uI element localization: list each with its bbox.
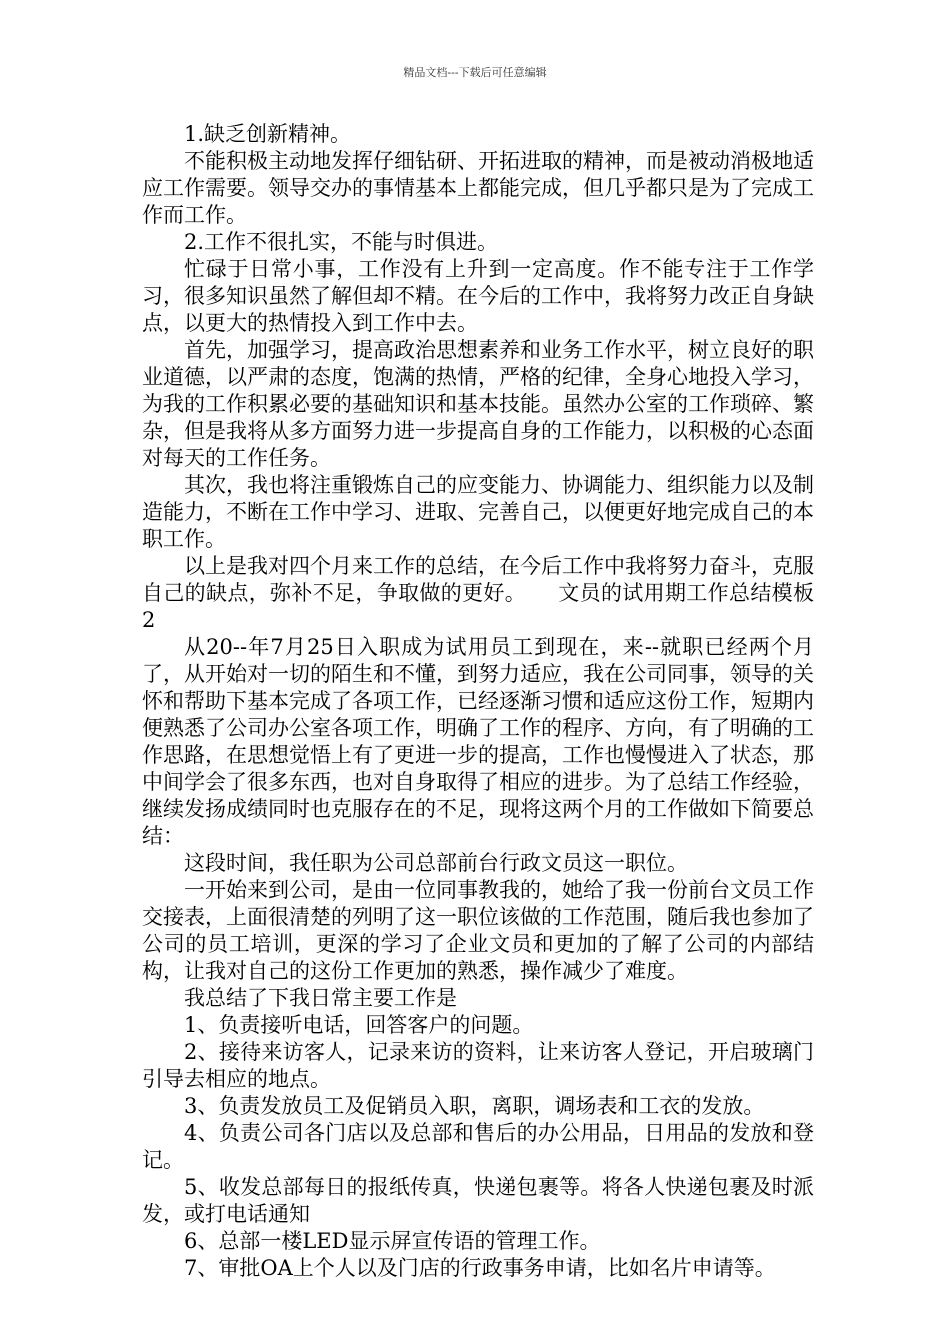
list-item: 4、负责公司各门店以及总部和售后的办公用品，日用品的发放和登记。 bbox=[142, 1121, 814, 1172]
list-item: 2、接待来访客人，记录来访的资料，让来访客人登记，开启玻璃门引导去相应的地点。 bbox=[142, 1040, 814, 1091]
paragraph: 2.工作不很扎实，不能与时俱进。 bbox=[184, 230, 499, 254]
paragraph: 这段时间，我任职为公司总部前台行政文员这一职位。 bbox=[184, 851, 688, 875]
list-item: 6、总部一楼LED显示屏宣传语的管理工作。 bbox=[184, 1229, 601, 1253]
paragraph: 从20--年7月25日入职成为试用员工到现在，来--就职已经两个月了，从开始对一切的陌生和不懂，到努力适应，我在公司同事，领导的关怀和帮助下基本完成了各项工作，已经逐渐习惯和适应这份工作，短期内便熟悉了公司办公室各项工作，明确了工作的程序、方向，有了明确的工作思路，在思想觉悟上有了更进一步的提高，工作也慢慢进入了状态，那中间学会了很多东西，也对自身取得了相应的进步。为了总结工作经验，继续发扬成绩同时也克服存在的不足，现将这两个月的工作做如下简要总结： bbox=[142, 635, 814, 848]
paragraph: 我总结了下我日常主要工作是 bbox=[184, 986, 457, 1010]
paragraph: 1.缺乏创新精神。 bbox=[184, 122, 352, 146]
paragraph: 以上是我对四个月来工作的总结，在今后工作中我将努力奋斗，克服自己的缺点，弥补不足，争取做的更好。 文员的试用期工作总结模板2 bbox=[142, 554, 814, 632]
document-body bbox=[142, 121, 814, 1282]
list-item: 1、负责接听电话，回答客户的问题。 bbox=[184, 1013, 534, 1037]
list-item: 7、审批OA上个人以及门店的行政事务申请，比如名片申请等。 bbox=[184, 1256, 776, 1280]
paragraph: 不能积极主动地发挥仔细钻研、开拓进取的精神，而是被动消极地适应工作需要。领导交办的事情基本上都能完成，但几乎都只是为了完成工作而工作。 bbox=[142, 149, 814, 227]
page-header: 精品文档---下载后可任意编辑 bbox=[403, 66, 547, 79]
paragraph: 一开始来到公司，是由一位同事教我的，她给了我一份前台文员工作交接表，上面很清楚的列明了这一职位该做的工作范围，随后我也参加了公司的员工培训，更深的学习了企业文员和更加的了解了公司的内部结构，让我对自己的这份工作更加的熟悉，操作减少了难度。 bbox=[142, 878, 814, 983]
paragraph: 忙碌于日常小事，工作没有上升到一定高度。作不能专注于工作学习，很多知识虽然了解但却不精。在今后的工作中，我将努力改正自身缺点，以更大的热情投入到工作中去。 bbox=[142, 257, 814, 335]
list-item: 3、负责发放员工及促销员入职，离职，调场表和工衣的发放。 bbox=[184, 1094, 765, 1118]
list-item: 5、收发总部每日的报纸传真，快递包裹等。将各人快递包裹及时派发，或打电话通知 bbox=[142, 1175, 814, 1226]
paragraph: 首先，加强学习，提高政治思想素养和业务工作水平，树立良好的职业道德，以严肃的态度，饱满的热情，严格的纪律，全身心地投入学习，为我的工作积累必要的基础知识和基本技能。虽然办公室的工作琐碎、繁杂，但是我将从多方面努力进一步提高自身的工作能力，以积极的心态面对每天的工作任务。 bbox=[142, 338, 814, 470]
paragraph: 其次，我也将注重锻炼自己的应变能力、协调能力、组织能力以及制造能力，不断在工作中学习、进取、完善自己，以便更好地完成自己的本职工作。 bbox=[142, 473, 814, 551]
